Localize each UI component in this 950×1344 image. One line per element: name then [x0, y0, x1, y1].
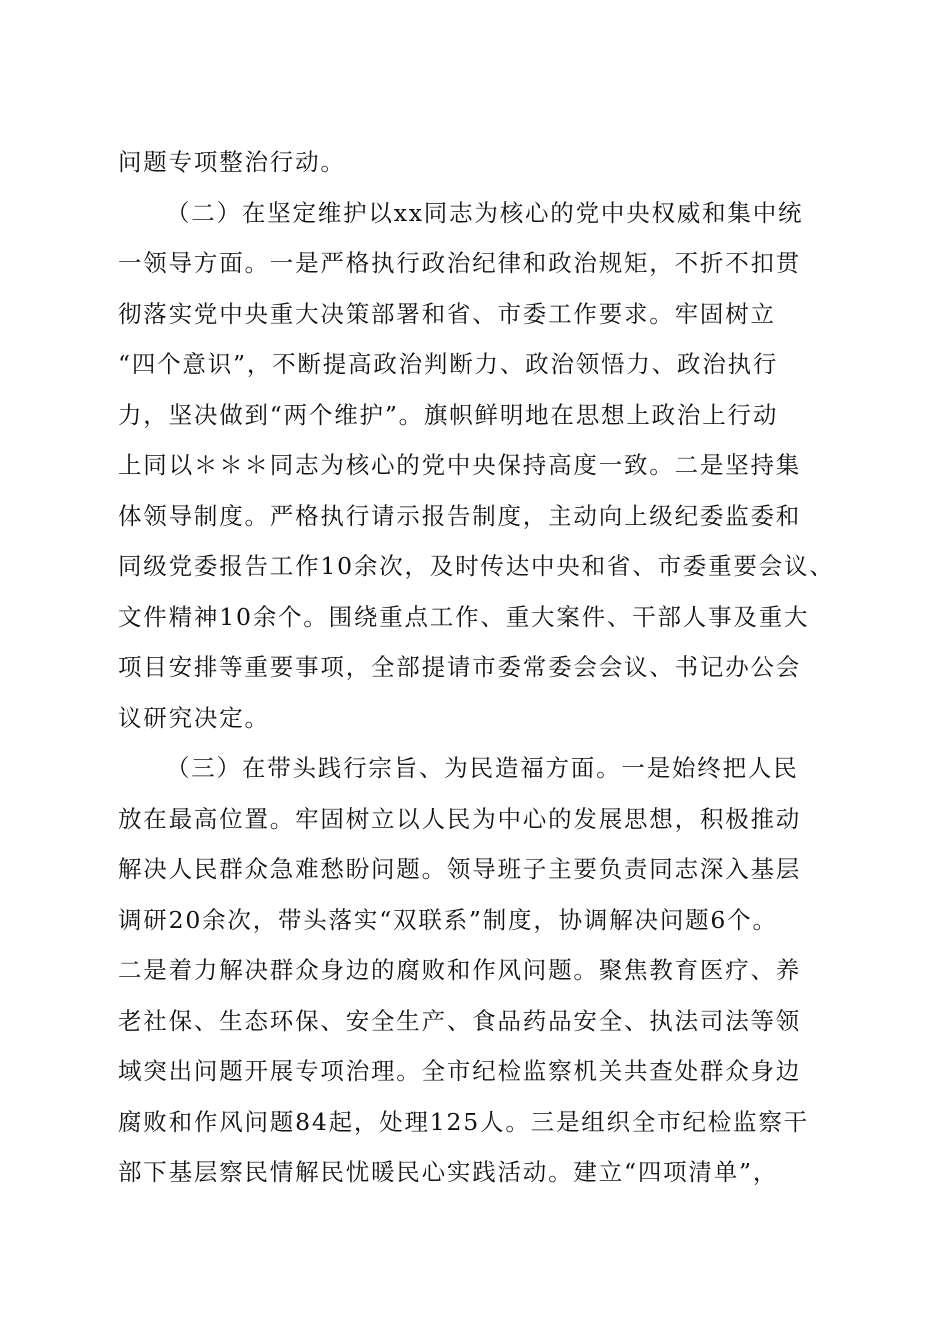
text-line: 文件精神10余个。围绕重点工作、重大案件、干部人事及重大 — [118, 602, 810, 631]
text-line: 同级党委报告工作10余次，及时传达中央和省、市委重要会议、 — [118, 552, 835, 580]
section-heading-line: （二）在坚定维护以xx同志为核心的党中央权威和集中统 — [166, 198, 804, 227]
text-line: 解决人民群众急难愁盼问题。领导班子主要负责同志深入基层 — [118, 855, 802, 883]
text-line: 议研究决定。 — [118, 703, 270, 732]
text-line: 彻落实党中央重大决策部署和省、市委工作要求。牢固树立 — [118, 299, 776, 328]
text-line: 调研20余次，带头落实“双联系”制度，协调解决问题6个。 — [118, 905, 778, 934]
text-line: 力，坚决做到“两个维护”。旗帜鲜明地在思想上政治上行动 — [118, 400, 779, 429]
text-line: “四个意识”，不断提高政治判断力、政治领悟力、政治执行 — [118, 350, 779, 378]
text-line: 放在最高位置。牢固树立以人民为中心的发展思想，积极推动 — [118, 804, 802, 833]
text-line: 域突出问题开展专项治理。全市纪检监察机关共查处群众身边 — [118, 1057, 802, 1085]
text-line: 上同以＊＊＊同志为核心的党中央保持高度一致。二是坚持集 — [118, 451, 802, 479]
text-line: 老社保、生态环保、安全生产、食品药品安全、执法司法等领 — [118, 1006, 802, 1035]
text-line: 一领导方面。一是严格执行政治纪律和政治规矩，不折不扣贯 — [118, 249, 802, 277]
document-body — [118, 137, 840, 1198]
text-line: 腐败和作风问题84起，处理125人。三是组织全市纪检监察干 — [118, 1107, 809, 1136]
text-line: 二是着力解决群众身边的腐败和作风问题。聚焦教育医疗、养 — [118, 956, 802, 984]
text-line: 项目安排等重要事项，全部提请市委常委会会议、书记办公会 — [118, 653, 802, 681]
text-line: 问题专项整治行动。 — [118, 148, 346, 176]
section-heading-line: （三）在带头践行宗旨、为民造福方面。一是始终把人民 — [166, 754, 799, 782]
text-line: 体领导制度。严格执行请示报告制度，主动向上级纪委监委和 — [118, 501, 802, 530]
text-line: 部下基层察民情解民忧暖民心实践活动。建立“四项清单”， — [118, 1158, 779, 1186]
